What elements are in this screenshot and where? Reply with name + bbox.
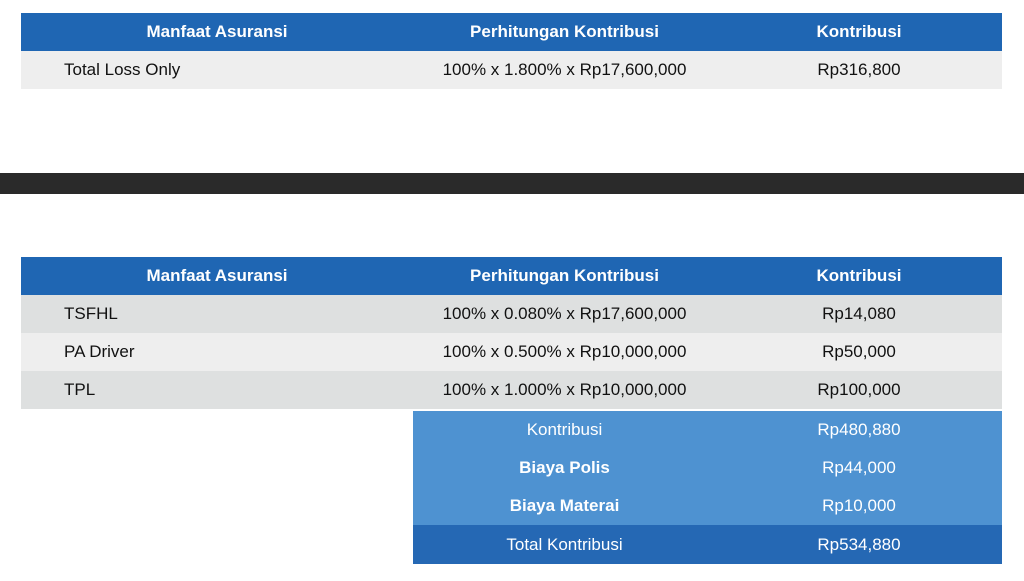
section-divider [0, 173, 1024, 194]
amount-cell: Rp14,080 [822, 304, 896, 323]
header-perhitungan: Perhitungan Kontribusi [470, 266, 659, 285]
amount-cell: Rp100,000 [817, 380, 901, 399]
summary-value: Rp10,000 [822, 496, 896, 515]
benefit-cell: PA Driver [64, 342, 135, 361]
summary-label: Total Kontribusi [506, 534, 623, 554]
amount-cell: Rp316,800 [817, 60, 901, 79]
benefit-cell: Total Loss Only [64, 60, 181, 79]
amount-cell: Rp50,000 [822, 342, 896, 361]
header-manfaat: Manfaat Asuransi [146, 266, 288, 285]
contribution-table-total-loss [21, 13, 1002, 89]
summary-row-biaya-materai [413, 487, 1002, 525]
table-row [21, 333, 1002, 371]
header-manfaat: Manfaat Asuransi [146, 22, 288, 41]
calc-cell: 100% x 0.500% x Rp10,000,000 [442, 342, 687, 361]
summary-value: Rp480,880 [817, 420, 901, 439]
calc-cell: 100% x 1.800% x Rp17,600,000 [442, 60, 687, 79]
contribution-table-extensions [21, 257, 1002, 409]
calc-cell: 100% x 0.080% x Rp17,600,000 [442, 304, 687, 323]
benefit-cell: TSFHL [64, 304, 118, 323]
summary-value: Rp534,880 [817, 534, 901, 554]
header-kontribusi: Kontribusi [816, 266, 902, 285]
table-row [21, 371, 1002, 409]
table-header-row [21, 257, 1002, 295]
summary-label: Kontribusi [526, 420, 603, 439]
table-row [21, 295, 1002, 333]
contribution-summary [413, 411, 1002, 564]
summary-row-biaya-polis [413, 449, 1002, 487]
summary-value: Rp44,000 [822, 458, 896, 477]
benefit-cell: TPL [64, 380, 96, 399]
summary-label: Biaya Materai [509, 496, 620, 515]
table-row [21, 51, 1002, 89]
summary-label: Biaya Polis [519, 458, 610, 477]
header-perhitungan: Perhitungan Kontribusi [470, 22, 659, 41]
summary-row-kontribusi [413, 411, 1002, 449]
table-header-row [21, 13, 1002, 51]
header-kontribusi: Kontribusi [816, 22, 902, 41]
summary-row-total [413, 525, 1002, 564]
calc-cell: 100% x 1.000% x Rp10,000,000 [442, 380, 687, 399]
